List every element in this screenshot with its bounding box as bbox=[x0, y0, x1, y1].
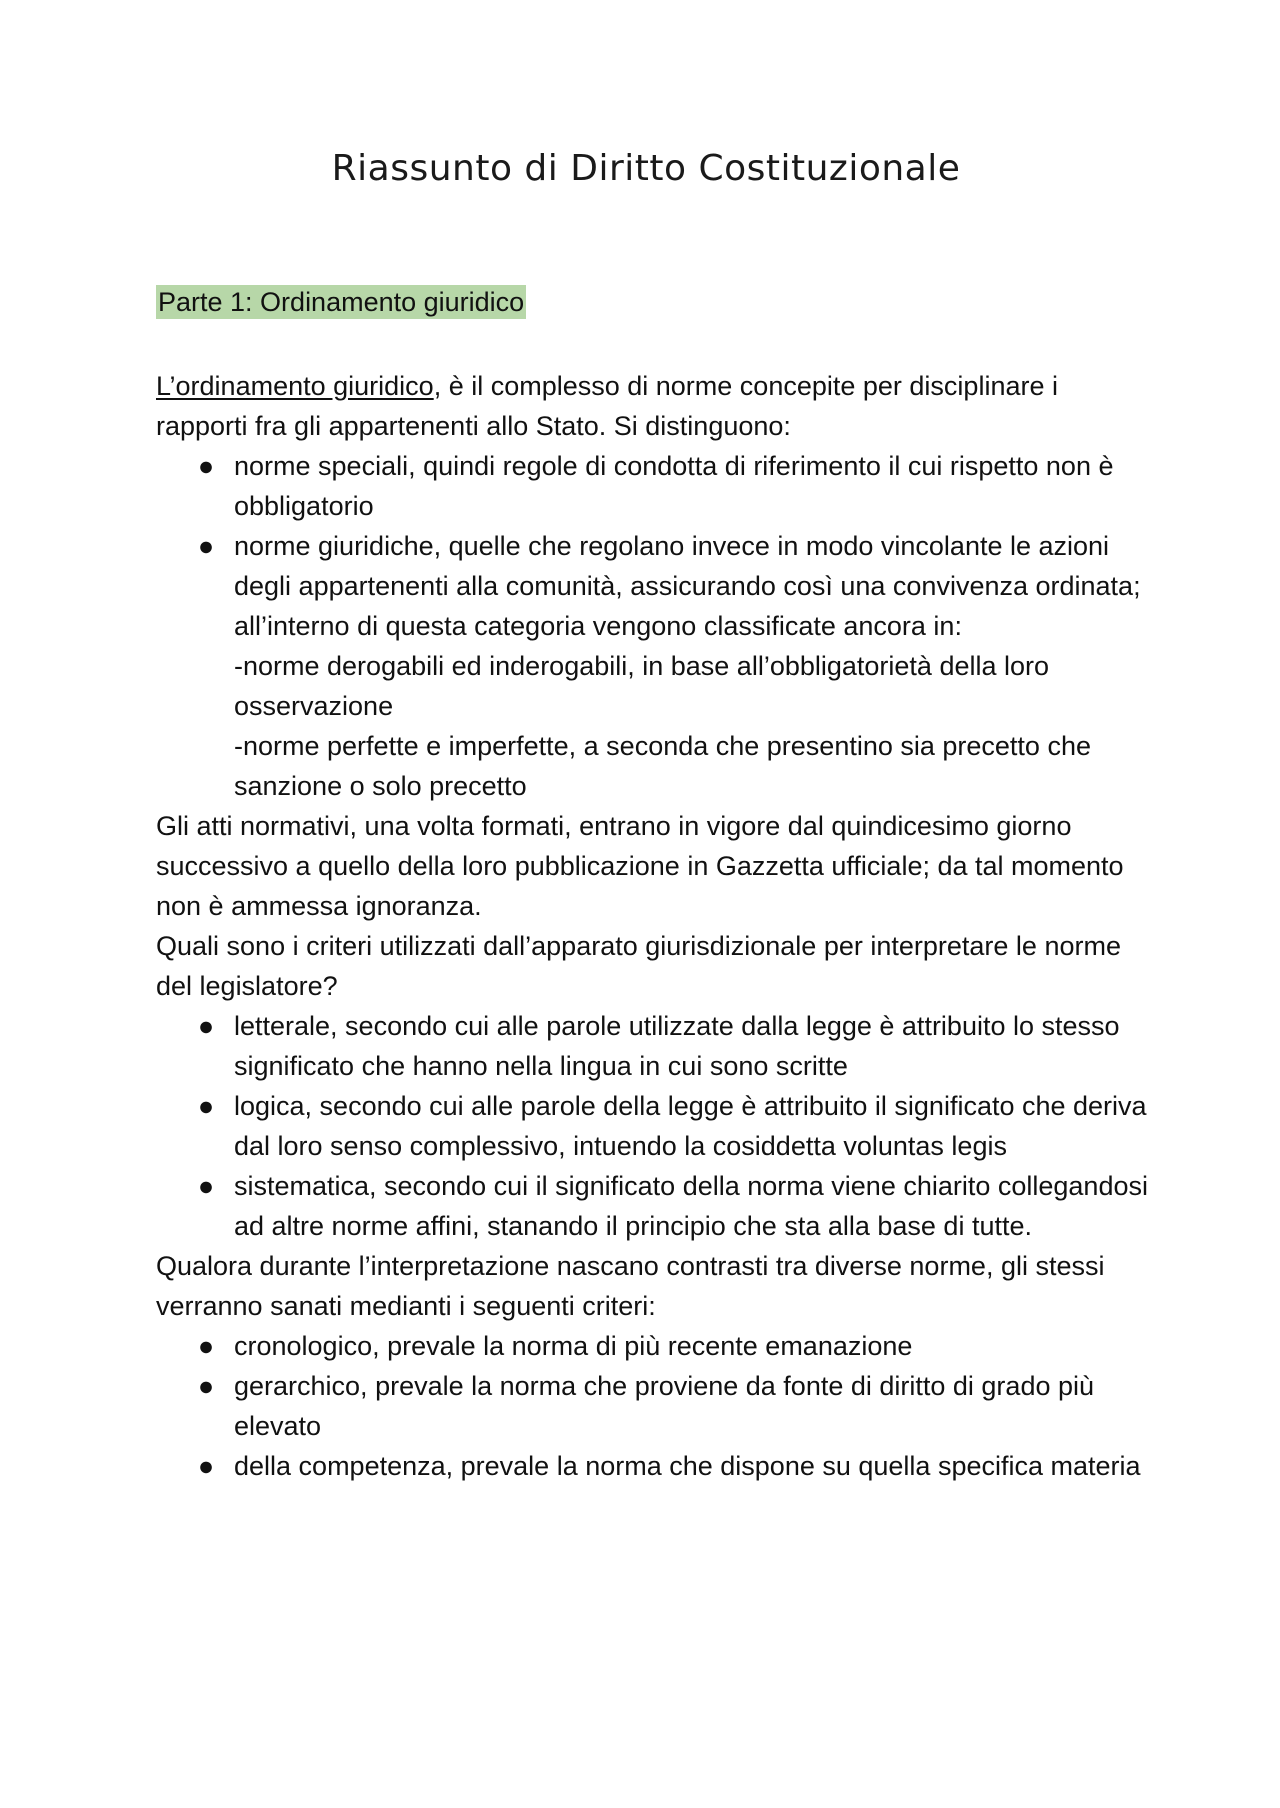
list-item-text: della competenza, prevale la norma che dispone su quella specifica materia bbox=[234, 1451, 1141, 1481]
list-item bbox=[156, 1086, 1156, 1166]
list-item bbox=[156, 526, 1156, 806]
document-body bbox=[156, 366, 1156, 1486]
list-item bbox=[156, 1446, 1156, 1486]
list-item-text: norme giuridiche, quelle che regolano invece in modo vincolante le azioni degli appartenenti alla comunità, assicurando così una convivenza ordinata; all’interno di questa categoria vengono classificate ancora in: bbox=[234, 531, 1141, 641]
document-title: Riassunto di Diritto Costituzionale bbox=[331, 148, 961, 189]
bullet-icon: ● bbox=[197, 1451, 215, 1481]
bullet-icon: ● bbox=[197, 1171, 215, 1201]
conflict-list bbox=[156, 1326, 1156, 1486]
criteri-paragraph: Quali sono i criteri utilizzati dall’apparato giurisdizionale per interpretare le norme del legislatore? bbox=[156, 931, 1121, 1001]
norms-list bbox=[156, 446, 1156, 806]
list-subitem-text: -norme perfette e imperfette, a seconda che presentino sia precetto che sanzione o solo precetto bbox=[234, 731, 1091, 801]
list-subitem-text: -norme derogabili ed inderogabili, in base all’obbligatorietà della loro osservazione bbox=[234, 651, 1050, 721]
contrasti-paragraph: Qualora durante l’interpretazione nascano contrasti tra diverse norme, gli stessi verranno sanati medianti i seguenti criteri: bbox=[156, 1251, 1105, 1321]
bullet-icon: ● bbox=[197, 1011, 215, 1041]
vigore-paragraph: Gli atti normativi, una volta formati, entrano in vigore dal quindicesimo giorno successivo a quello della loro pubblicazione in Gazzetta ufficiale; da tal momento non è ammessa ignoranza. bbox=[156, 811, 1124, 921]
intro-term: L’ordinamento giuridico bbox=[156, 371, 434, 401]
list-item bbox=[156, 1006, 1156, 1086]
list-item-text: letterale, secondo cui alle parole utilizzate dalla legge è attribuito lo stesso significato che hanno nella lingua in cui sono scritte bbox=[234, 1011, 1120, 1081]
bullet-icon: ● bbox=[197, 1371, 215, 1401]
list-item-text: sistematica, secondo cui il significato della norma viene chiarito collegandosi ad altre norme affini, stanando il principio che sta alla base di tutte. bbox=[234, 1171, 1148, 1241]
intro-paragraph bbox=[156, 366, 1156, 446]
intro-text: , è il complesso di norme concepite per disciplinare i rapporti fra gli appartenenti allo Stato. Si distinguono: bbox=[156, 371, 1058, 441]
bullet-icon: ● bbox=[197, 531, 215, 561]
section-heading-highlight: Parte 1: Ordinamento giuridico bbox=[158, 287, 525, 317]
bullet-icon: ● bbox=[197, 1091, 215, 1121]
list-item-text: cronologico, prevale la norma di più recente emanazione bbox=[234, 1331, 913, 1361]
list-item-text: logica, secondo cui alle parole della legge è attribuito il significato che deriva dal loro senso complessivo, intuendo la cosiddetta voluntas legis bbox=[234, 1091, 1147, 1161]
list-item-text: gerarchico, prevale la norma che proviene da fonte di diritto di grado più elevato bbox=[234, 1371, 1095, 1441]
list-item bbox=[156, 1166, 1156, 1246]
list-item-text: norme speciali, quindi regole di condotta di riferimento il cui rispetto non è obbligatorio bbox=[234, 451, 1114, 521]
list-item bbox=[156, 446, 1156, 526]
bullet-icon: ● bbox=[197, 451, 215, 481]
list-item bbox=[156, 1366, 1156, 1446]
criteria-list bbox=[156, 1006, 1156, 1246]
bullet-icon: ● bbox=[197, 1331, 215, 1361]
section-heading bbox=[156, 284, 526, 320]
list-item bbox=[156, 1326, 1156, 1366]
